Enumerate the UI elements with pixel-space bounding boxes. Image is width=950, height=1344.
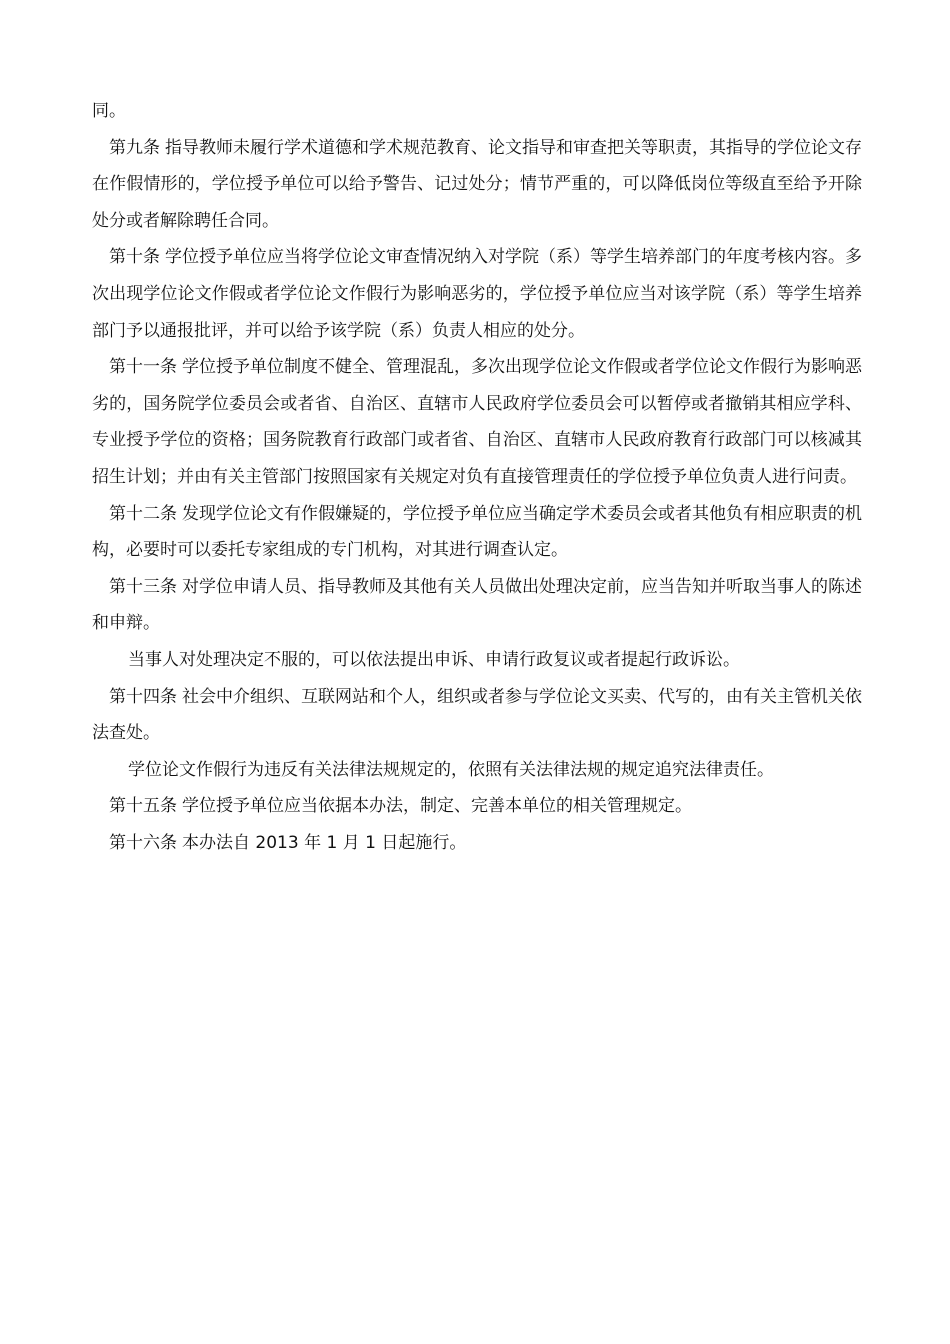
article-13-clause-2 [92, 642, 862, 679]
article-number: 第九条 [109, 137, 160, 158]
article-14 [92, 679, 862, 752]
article-number: 第十二条 [109, 503, 177, 524]
article-text: 学位授予单位应当依据本办法，制定、完善本单位的相关管理规定。 [182, 796, 692, 817]
article-number: 第十五条 [109, 796, 177, 817]
paragraph-text: 学位论文作假行为违反有关法律法规规定的，依照有关法律法规的规定追究法律责任。 [128, 759, 774, 780]
article-14-clause-2 [92, 752, 862, 789]
article-number: 第十三条 [109, 576, 177, 597]
article-number: 第十六条 [109, 832, 177, 853]
article-16 [92, 825, 862, 862]
article-12 [92, 496, 862, 569]
paragraph-text: 同。 [92, 101, 126, 121]
article-text: 指导教师未履行学术道德和学术规范教育、论文指导和审查把关等职责，其指导的学位论文存在作假情形的，学位授予单位可以给予警告、记过处分；情节严重的，可以降低岗位等级直至给予开除处分或者解除聘任合同。 [92, 137, 862, 231]
article-text: 本办法自 2013 年 1 月 1 日起施行。 [182, 832, 467, 853]
article-13 [92, 569, 862, 642]
document-body [92, 93, 862, 861]
article-number: 第十一条 [109, 357, 177, 378]
article-number: 第十条 [109, 247, 160, 268]
paragraph-continuation [92, 93, 862, 130]
article-text: 学位授予单位应当将学位论文审查情况纳入对学院（系）等学生培养部门的年度考核内容。多次出现学位论文作假或者学位论文作假行为影响恶劣的，学位授予单位应当对该学院（系）等学生培养部门予以通报批评，并可以给予该学院（系）负责人相应的处分。 [92, 247, 862, 341]
article-text: 社会中介组织、互联网站和个人，组织或者参与学位论文买卖、代写的，由有关主管机关依法查处。 [92, 686, 862, 744]
article-10 [92, 239, 862, 349]
article-text: 学位授予单位制度不健全、管理混乱，多次出现学位论文作假或者学位论文作假行为影响恶劣的，国务院学位委员会或者省、自治区、直辖市人民政府学位委员会可以暂停或者撤销其相应学科、专业授予学位的资格；国务院教育行政部门或者省、自治区、直辖市人民政府教育行政部门可以核减其招生计划；并由有关主管部门按照国家有关规定对负有直接管理责任的学位授予单位负责人进行问责。 [92, 357, 862, 487]
article-9 [92, 130, 862, 240]
article-number: 第十四条 [109, 686, 177, 707]
article-text: 发现学位论文有作假嫌疑的，学位授予单位应当确定学术委员会或者其他负有相应职责的机构，必要时可以委托专家组成的专门机构，对其进行调查认定。 [92, 503, 862, 561]
article-text: 对学位申请人员、指导教师及其他有关人员做出处理决定前，应当告知并听取当事人的陈述和申辩。 [92, 576, 862, 634]
paragraph-text: 当事人对处理决定不服的，可以依法提出申诉、申请行政复议或者提起行政诉讼。 [128, 649, 740, 670]
article-11 [92, 349, 862, 495]
article-15 [92, 788, 862, 825]
